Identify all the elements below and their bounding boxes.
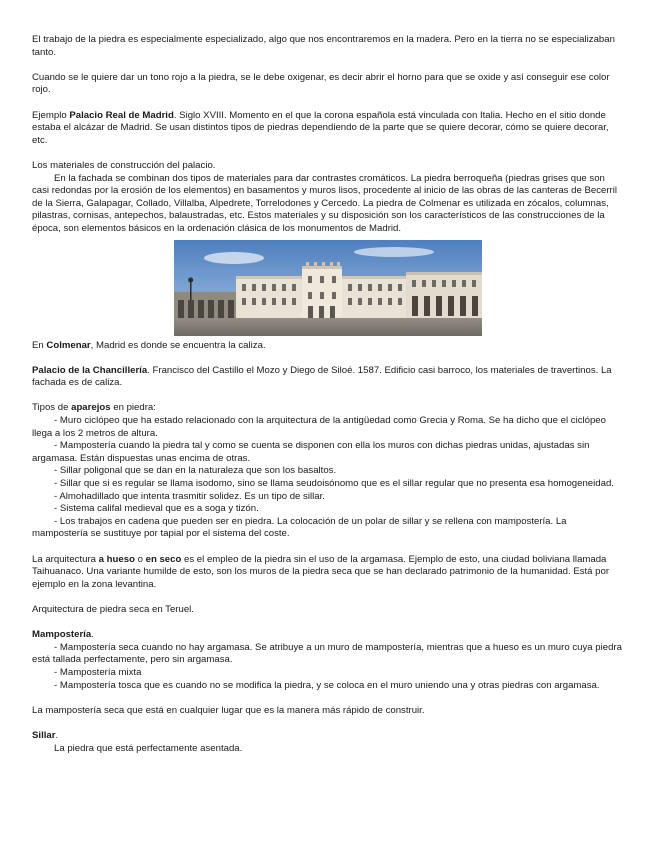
text-segment: o — [134, 553, 146, 565]
palacio-real-photo — [174, 240, 482, 336]
text-segment: . Francisco del Castillo el Mozo y Diego de Siloé. 1587. Edificio casi barroco, los materiales de travertinos. La fachada es de caliza. — [32, 364, 612, 389]
bold-term-en-seco: en seco — [145, 553, 182, 565]
list-item: - Los trabajos en cadena que pueden ser en piedra. La colocación de un polar de sillar y se rellena con mampostería. La mampostería se sustituye por tapial por el sistema del coste. — [32, 515, 567, 540]
paragraph-mamposteria-seca: La mampostería seca que está en cualquier lugar que es la manera más rápido de construir. — [32, 704, 425, 716]
mamposteria-heading — [32, 629, 624, 642]
text-segment: . Siglo XVIII. Momento en el que la corona española está vinculada con Italia. Hecho en el sitio donde estaba el alcázar de Madrid. Se usan distintos tipos de piedras dependiendo de la parte que se quiere decorar, cómo se quiere decorar, etc. — [32, 109, 609, 146]
text-segment: , Madrid es donde se encuentra la caliza. — [90, 339, 266, 351]
bold-term-chancilleria: Palacio de la Chancillería — [32, 364, 148, 376]
palace-illustration — [174, 240, 482, 336]
bold-term-a-hueso: a hueso — [98, 553, 135, 565]
list-item: - Mampostería mixta — [54, 666, 142, 678]
list-item: - Almohadillado que intenta trasmitir solidez. Es un tipo de sillar. — [54, 490, 325, 502]
paragraph-teruel: Arquitectura de piedra seca en Teruel. — [32, 603, 194, 615]
text-segment: Tipos de — [32, 402, 72, 414]
text-segment: La arquitectura — [32, 553, 99, 565]
paragraph-a-hueso — [32, 554, 624, 592]
materials-title: Los materiales de construcción del palacio. — [32, 159, 216, 171]
paragraph-chancilleria — [32, 365, 624, 390]
bold-term-colmenar: Colmenar — [46, 339, 91, 351]
list-item: - Muro ciclópeo que ha estado relacionado con la arquitectura de la antigüedad como Grecia y Roma. Se ha dicho que el ciclópeo llega a los 2 metros de altura. — [32, 415, 606, 439]
paragraph-red-tone: Cuando se le quiere dar un tono rojo a la piedra, se le debe oxigenar, es decir abrir el horno para que se oxide y así conseguir ese color rojo. — [32, 71, 610, 96]
text-segment: . — [55, 729, 59, 741]
list-item: - Sistema califal medieval que es a soga y tizón. — [54, 503, 259, 515]
text-segment: En — [32, 339, 47, 351]
list-item: - Mampostería cuando la piedra tal y como se cuenta se disponen con ella los muros con dichas piedras unidas, ajustadas sin argamasa. Están dispuestas unas encima de otras. — [32, 440, 590, 464]
bold-term-palacio-real: Palacio Real de Madrid — [69, 109, 174, 121]
paragraph-materials: En la fachada se combinan dos tipos de materiales para dar contrastes cromáticos. La piedra berroqueña (piedras grises que son casi redondas por la erosión de los elementos) en basamentos y muros lisos, procedente al inicio de las obras de las canteras de Becerril de la Sierra, Galapagar, Collado, Villalba, Alpedrete, Torrelodones y Cercedo. La piedra de Colmenar es utilizada en zócalos, columnas, pilastras, cornisas, antepechos, balaustradas, etc. Estos materiales y su disposición son los característicos de las construcciones de la época, son elementos básicos en la ordenación clásica de los monumentos de Madrid. — [32, 172, 617, 234]
paragraph-colmenar — [32, 340, 624, 353]
paragraph-sillar: La piedra que está perfectamente asentada. — [54, 742, 243, 754]
list-item: - Mampostería seca cuando no hay argamasa. Se atribuye a un muro de mampostería, mientras que a hueso es un muro cuya piedra está tallada perfectamente, pero sin argamasa. — [32, 641, 622, 666]
bold-term-mamposteria: Mampostería — [32, 629, 92, 641]
text-segment: Ejemplo — [32, 109, 70, 121]
sillar-heading — [32, 730, 624, 743]
list-item: - Sillar que si es regular se llama isodomo, sino se llama seudoisónomo que es el sillar regular que no presenta esa homogeneidad. — [54, 478, 614, 490]
text-segment: . — [91, 629, 94, 641]
text-segment: en piedra: — [110, 402, 156, 414]
aparejos-heading — [32, 402, 624, 415]
paragraph-stone-work: El trabajo de la piedra es especialmente especializado, algo que nos encontraremos en la madera. Pero en la tierra no se especializaban tanto. — [32, 34, 615, 58]
bold-term-sillar: Sillar — [32, 729, 56, 741]
text-segment: es el empleo de la piedra sin el uso de la argamasa. Ejemplo de esto, una ciudad boliviana llamada Taihuanaco. Una variante humilde de esto, son los muros de la piedra seca que se han declarado patrimonio de la humanidad. Está por ejemplo en la zona levantina. — [32, 553, 610, 590]
paragraph-palacio-real — [32, 110, 624, 148]
bold-term-aparejos: aparejos — [71, 402, 111, 414]
list-item: - Mampostería tosca que es cuando no se modifica la piedra, y se coloca en el muro uniendo una y otras piedras con argamasa. — [54, 679, 600, 691]
list-item: - Sillar poligonal que se dan en la naturaleza que son los basaltos. — [54, 465, 337, 477]
